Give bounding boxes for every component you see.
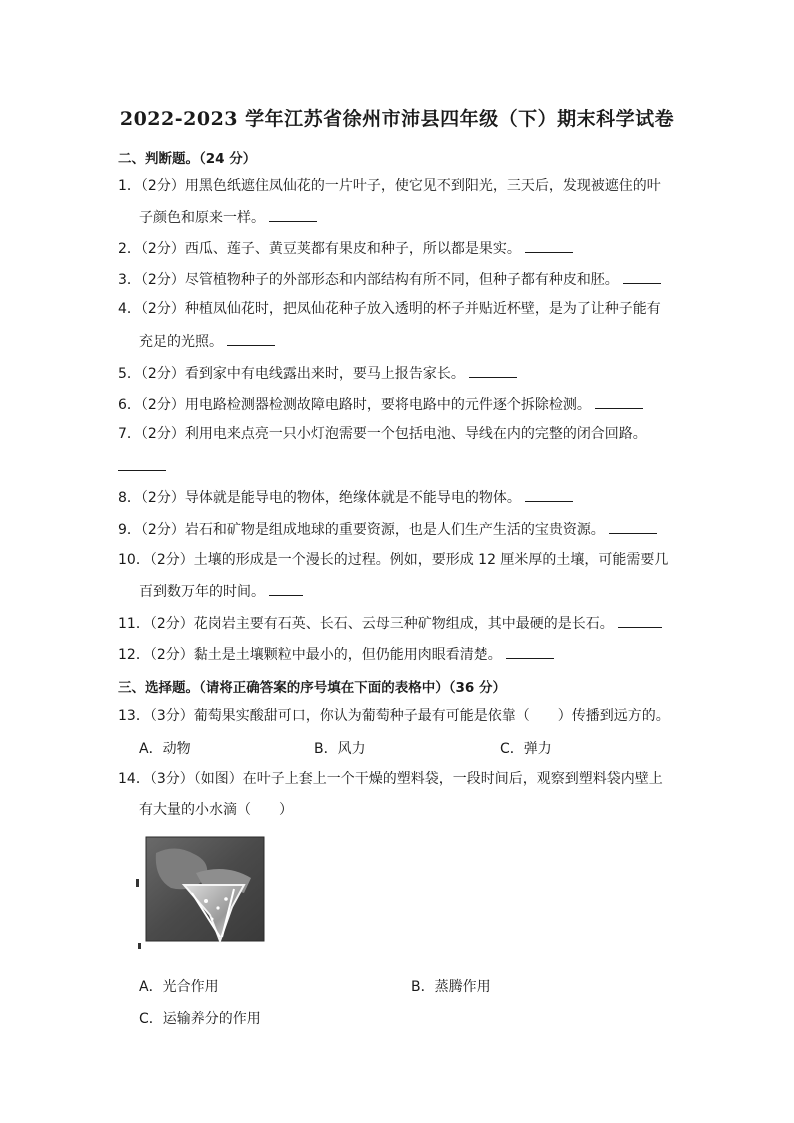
question-4-line1: 4．（2分）种植凤仙花时，把凤仙花种子放入透明的杯子并贴近杯壁，是为了让种子能有	[118, 301, 661, 317]
question-10-line2: 百到数万年的时间。	[139, 580, 303, 602]
exam-title: 2022-2023 学年江苏省徐州市沛县四年级（下）期末科学试卷	[119, 108, 675, 130]
answer-blank[interactable]	[525, 486, 573, 502]
question-14-line2: 有大量的小水滴（ ）	[139, 802, 293, 818]
section-judgment-heading: 二、判断题。（24 分）	[118, 151, 257, 167]
question-13-option-b[interactable]: B．风力	[314, 741, 366, 757]
question-4-line2: 充足的光照。	[139, 330, 275, 352]
question-13-option-c[interactable]: C．弹力	[500, 741, 552, 757]
section-choice-heading: 三、选择题。（请将正确答案的序号填在下面的表格中）（36 分）	[118, 680, 506, 696]
question-11: 11．（2分）花岗岩主要有石英、长石、云母三种矿物组成，其中最硬的是长石。	[118, 612, 662, 634]
question-8: 8．（2分）导体就是能导电的物体，绝缘体就是不能导电的物体。	[118, 486, 573, 508]
answer-blank[interactable]	[525, 237, 573, 253]
question-14-line1: 14．（3分）（如图）在叶子上套上一个干燥的塑料袋，一段时间后，观察到塑料袋内壁上	[118, 771, 663, 787]
question-7: 7．（2分）利用电来点亮一只小灯泡需要一个包括电池、导线在内的完整的闭合回路。	[118, 426, 647, 442]
answer-blank[interactable]	[506, 643, 554, 659]
question-1-line1: 1．（2分）用黑色纸遮住凤仙花的一片叶子，使它见不到阳光，三天后，发现被遮住的叶	[118, 178, 661, 194]
answer-blank[interactable]	[618, 612, 662, 628]
answer-blank[interactable]	[269, 580, 303, 596]
question-14-option-a[interactable]: A．光合作用	[139, 979, 219, 995]
answer-blank[interactable]	[118, 455, 166, 471]
answer-blank[interactable]	[623, 268, 661, 284]
answer-blank[interactable]	[595, 393, 643, 409]
question-1-line2: 子颜色和原来一样。	[139, 206, 317, 228]
question-10-line1: 10．（2分）土壤的形成是一个漫长的过程。例如，要形成 12 厘米厚的土壤，可能需要几	[118, 552, 669, 568]
leaf-bag-image-icon	[136, 833, 266, 955]
answer-blank[interactable]	[269, 206, 317, 222]
question-14-option-b[interactable]: B．蒸腾作用	[411, 979, 491, 995]
answer-blank[interactable]	[609, 518, 657, 534]
question-7-answer-line	[118, 455, 166, 477]
question-2: 2．（2分）西瓜、莲子、黄豆荚都有果皮和种子，所以都是果实。	[118, 237, 573, 259]
question-13-option-a[interactable]: A．动物	[139, 741, 191, 757]
answer-blank[interactable]	[469, 362, 517, 378]
answer-blank[interactable]	[227, 330, 275, 346]
question-12: 12．（2分）黏土是土壤颗粒中最小的，但仍能用肉眼看清楚。	[118, 643, 554, 665]
question-13-stem: 13．（3分）葡萄果实酸甜可口，你认为葡萄种子最有可能是依靠（ ）传播到远方的。	[118, 708, 670, 724]
leaf-in-plastic-bag-photo	[136, 833, 266, 955]
question-9: 9．（2分）岩石和矿物是组成地球的重要资源，也是人们生产生活的宝贵资源。	[118, 518, 657, 540]
question-6: 6．（2分）用电路检测器检测故障电路时，要将电路中的元件逐个拆除检测。	[118, 393, 643, 415]
question-5: 5．（2分）看到家中有电线露出来时，要马上报告家长。	[118, 362, 517, 384]
question-14-option-c[interactable]: C．运输养分的作用	[139, 1011, 261, 1027]
question-3: 3．（2分）尽管植物种子的外部形态和内部结构有所不同，但种子都有种皮和胚。	[118, 268, 661, 290]
